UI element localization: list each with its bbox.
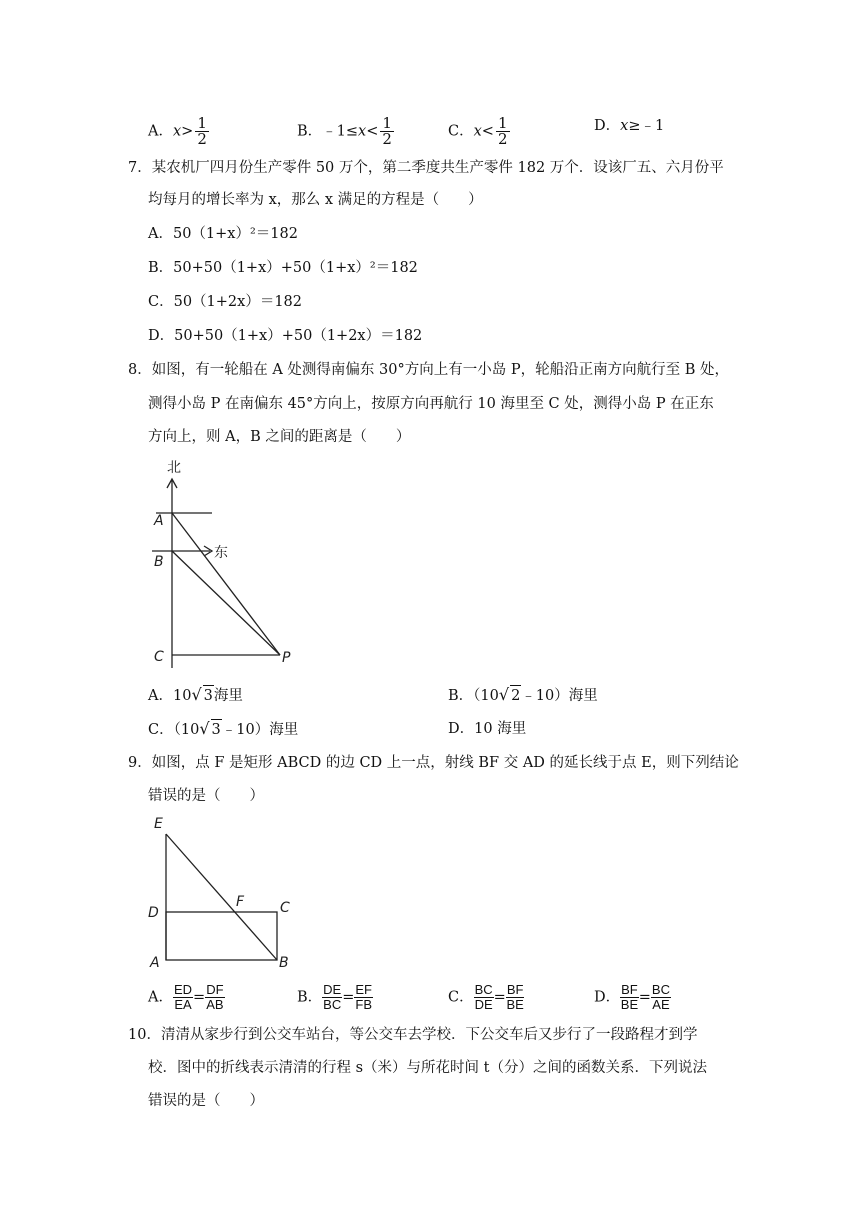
fraction: $\frac{BF}{BE}$ <box>506 982 524 1012</box>
q9-option-b: B． $\frac{DE}{BC}$ = $\frac{EF}{FB}$ <box>297 982 372 1012</box>
point-e-label: E <box>154 816 163 832</box>
fraction: $\frac{BC}{DE}$ <box>474 982 493 1012</box>
line-eb <box>166 834 277 960</box>
fraction: $\frac{BC}{AE}$ <box>651 982 670 1012</box>
q10-stem-line2: 校．图中的折线表示清清的行程 s（米）与所花时间 t（分）之间的函数关系．下列说法 <box>148 1060 707 1076</box>
q8-figure <box>140 455 300 675</box>
fraction: $\frac{BF}{BE}$ <box>620 982 639 1012</box>
point-a-label: A <box>150 955 160 971</box>
q9-figure <box>140 812 310 972</box>
q7-stem-line1: 7．某农机厂四月份生产零件 50 万个，第二季度共生产零件 182 万个．设该厂五、六月份平 <box>128 160 724 176</box>
q8-stem-line2: 测得小岛 P 在南偏东 45°方向上，按原方向再航行 10 海里至 C 处，测得小岛 P 在正东 <box>148 396 714 412</box>
q8-option-a: A．10√ 3海里 <box>148 685 243 704</box>
point-b-label: B <box>279 955 289 971</box>
rectangle-abcd <box>166 912 277 960</box>
q7-stem-line2: 均每月的增长率为 x，那么 x 满足的方程是（ ） <box>148 192 483 208</box>
q6-option-c: C．x< $\frac{1}{2}$ <box>448 114 508 148</box>
point-a-label: A <box>154 513 164 529</box>
fraction: $\frac{DF}{AB}$ <box>206 982 224 1012</box>
q7-option-c: C．50（1+2x）＝182 <box>148 294 302 310</box>
q6-option-b: B．﹣1≤x< $\frac{1}{2}$ <box>297 114 392 148</box>
q8-option-b: B．（10√ 2﹣10）海里 <box>448 685 598 704</box>
point-d-label: D <box>148 905 159 921</box>
q8-stem-line3: 方向上，则 A，B 之间的距离是（ ） <box>148 429 411 445</box>
point-c-label: C <box>154 649 164 665</box>
q10-stem-line1: 10．清清从家步行到公交车站台，等公交车去学校．下公交车后又步行了一段路程才到学 <box>128 1027 698 1043</box>
q7-option-a: A．50（1+x）²＝182 <box>148 226 298 242</box>
point-c-label: C <box>280 900 290 916</box>
q7-option-b: B．50+50（1+x）+50（1+x）²＝182 <box>148 260 418 276</box>
fraction: $\frac{DE}{BC}$ <box>323 982 342 1012</box>
fraction: $\frac{EF}{FB}$ <box>355 982 372 1012</box>
q8-option-d: D．10 海里 <box>448 721 527 737</box>
q9-option-c: C． $\frac{BC}{DE}$ = $\frac{BF}{BE}$ <box>448 982 524 1012</box>
q9-option-a: A． $\frac{ED}{EA}$ = $\frac{DF}{AB}$ <box>148 982 224 1012</box>
q8-stem-line1: 8．如图，有一轮船在 A 处测得南偏东 30°方向上有一小岛 P，轮船沿正南方向航行至 B 处， <box>128 362 729 378</box>
q9-option-d: D． $\frac{BF}{BE}$ = $\frac{BC}{AE}$ <box>594 982 670 1012</box>
fraction: $\frac{1}{2}$ <box>382 114 392 148</box>
north-label: 北 <box>167 460 181 476</box>
point-p-label: P <box>282 650 291 666</box>
point-f-label: F <box>236 894 245 910</box>
fraction: $\frac{1}{2}$ <box>497 114 508 148</box>
q8-option-c: C．（10√ 3﹣10）海里 <box>148 719 299 738</box>
line-bp <box>172 551 280 655</box>
q9-stem-line2: 错误的是（ ） <box>148 788 264 804</box>
q10-stem-line3: 错误的是（ ） <box>148 1093 264 1109</box>
q9-stem-line1: 9．如图，点 F 是矩形 ABCD 的边 CD 上一点，射线 BF 交 AD 的延长线于点 E，则下列结论 <box>128 755 739 771</box>
fraction: $\frac{ED}{EA}$ <box>173 982 193 1012</box>
east-label: 东 <box>214 545 228 561</box>
q6-option-d: D．x≥﹣1 <box>594 118 665 134</box>
line-ap <box>172 513 280 655</box>
fraction: $\frac{1}{2}$ <box>197 114 207 148</box>
q7-option-d: D．50+50（1+x）+50（1+2x）＝182 <box>148 328 423 344</box>
q6-option-a: A．x> $\frac{1}{2}$ <box>148 114 207 148</box>
point-b-label: B <box>154 554 164 570</box>
